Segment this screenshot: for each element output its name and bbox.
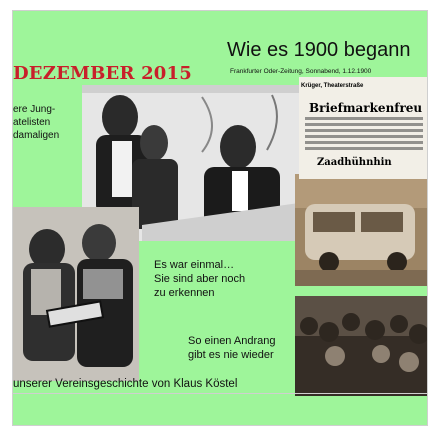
clipping-subheadline: Zaadhühnhin [317, 157, 392, 168]
photo-crowd [295, 296, 428, 396]
bottom-divider [13, 393, 428, 394]
caption-2: So einen Andrang gibt es nie wieder [188, 335, 276, 361]
photo-two-men [13, 207, 139, 381]
headline: Wie es 1900 begann [227, 39, 411, 61]
photo-vintage-car [295, 174, 428, 286]
calendar-page [12, 10, 428, 426]
source-line: Frankfurter Oder-Zeitung, Sonnabend, 1.12.1900 [230, 68, 372, 75]
footer-text: unserer Vereinsgeschichte von Klaus Köstel [13, 378, 238, 390]
clipping-headline: Briefmarkenfreu [309, 101, 423, 115]
month-title: DEZEMBER 2015 [13, 63, 192, 84]
clipping-top-line: Krüger, Theaterstraße [301, 83, 364, 89]
intro-text: ere Jung- atelisten damaligen [13, 104, 60, 141]
newspaper-clipping [299, 77, 428, 179]
caption-1: Es war einmal… Sie sind aber noch zu erkennen [154, 259, 246, 299]
clipping-text-lines [305, 117, 423, 153]
